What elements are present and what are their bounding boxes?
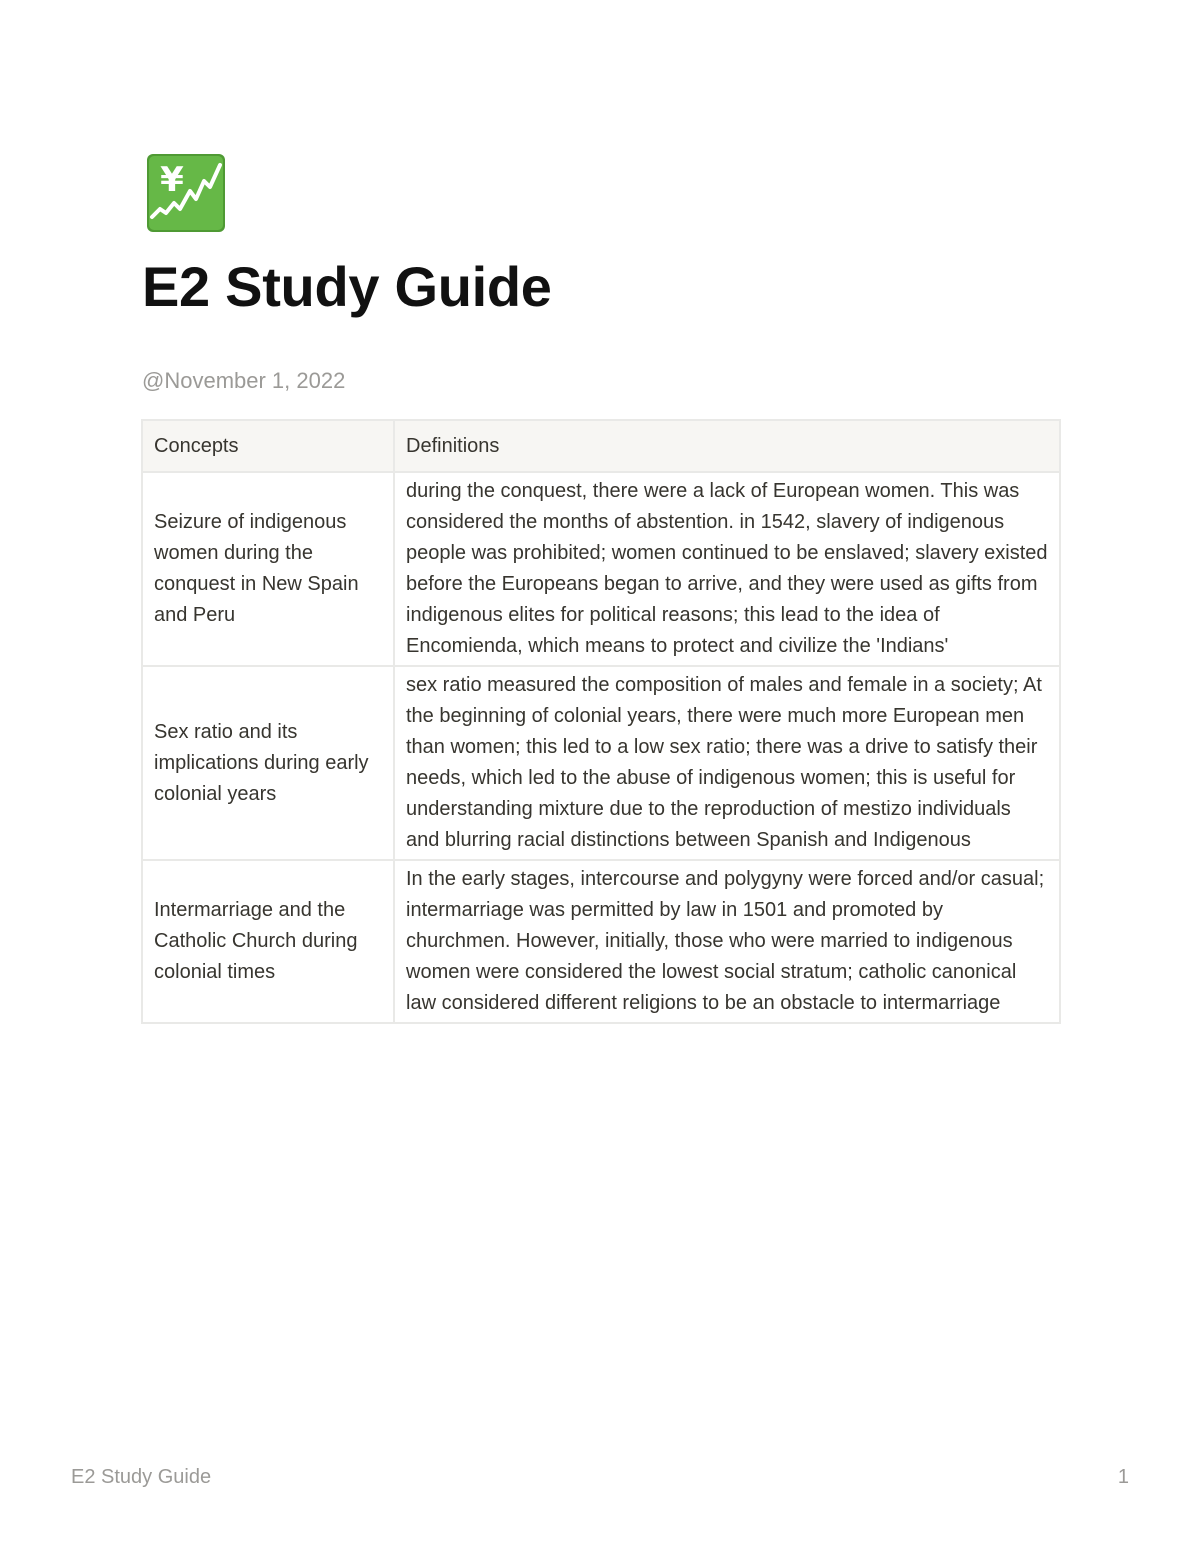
svg-text:¥: ¥ [160, 160, 184, 200]
column-header-concepts: Concepts [142, 420, 394, 472]
definition-cell: during the conquest, there were a lack of European women. This was considered the months of abstention. in 1542, slavery of indigenous people was prohibited; women continued to be enslaved; slavery existed before the Europeans began to arrive, and they were used as gifts from indigenous elites for political reasons; this lead to the idea of Encomienda, which means to protect and civilize the 'Indians' [394, 472, 1060, 666]
page-date[interactable]: @November 1, 2022 [142, 368, 346, 393]
footer-title: E2 Study Guide [71, 1466, 212, 1488]
footer-page-number: 1 [1117, 1466, 1129, 1488]
concept-cell: Sex ratio and its implications during early colonial years [142, 666, 394, 860]
concepts-table [141, 419, 1061, 1024]
column-header-definitions: Definitions [394, 420, 1060, 472]
concept-cell: Seizure of indigenous women during the conquest in New Spain and Peru [142, 472, 394, 666]
table-row [142, 472, 1060, 666]
table-row [142, 666, 1060, 860]
chart-increasing-with-yen-icon [146, 153, 226, 233]
table-header-row [142, 420, 1060, 472]
concept-cell: Intermarriage and the Catholic Church during colonial times [142, 860, 394, 1023]
definition-cell: In the early stages, intercourse and polygyny were forced and/or casual; intermarriage was permitted by law in 1501 and promoted by churchmen. However, initially, those who were married to indigenous women were considered the lowest social stratum; catholic canonical law considered different religions to be an obstacle to intermarriage [394, 860, 1060, 1023]
table-row [142, 860, 1060, 1023]
definition-cell: sex ratio measured the composition of males and female in a society; At the beginning of colonial years, there were much more European men than women; this led to a low sex ratio; there was a drive to satisfy their needs, which led to the abuse of indigenous women; this is useful for understanding mixture due to the reproduction of mestizo individuals and blurring racial distinctions between Spanish and Indigenous [394, 666, 1060, 860]
page-title: E2 Study Guide [142, 255, 552, 318]
